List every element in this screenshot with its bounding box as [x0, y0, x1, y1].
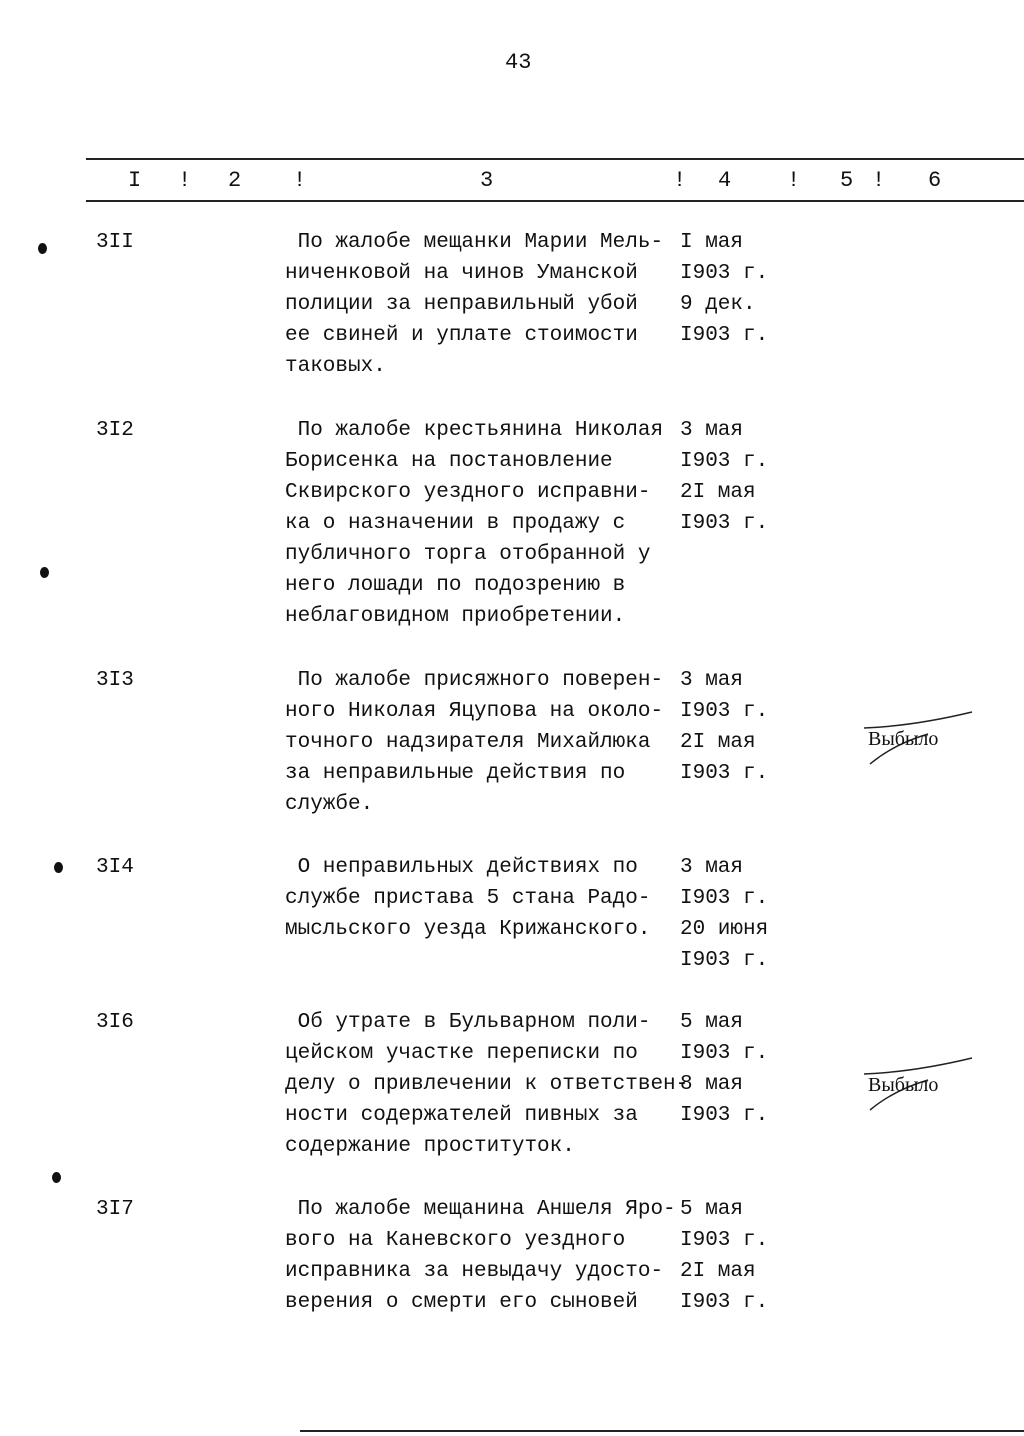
date-line: I903 г. [680, 1291, 769, 1314]
date-line: I мая [680, 231, 744, 254]
date-line: I903 г. [680, 450, 769, 473]
entry-dates [680, 227, 768, 351]
description-line: неблаговидном приобретении. [285, 605, 626, 628]
column-separator: ! [293, 168, 307, 193]
punch-hole-mark [38, 243, 47, 254]
remark-text: Выбыло [868, 1074, 939, 1096]
date-line: 3 мая [680, 669, 744, 692]
date-line: 5 мая [680, 1011, 744, 1034]
description-line: ниченковой на чинов Уманской [285, 262, 638, 285]
description-line: верения о смерти его сыновей [285, 1291, 638, 1314]
entry-number: 3II [96, 231, 134, 254]
entry-description [285, 227, 663, 382]
description-line: Сквирского уездного исправни- [285, 481, 651, 504]
description-line: службе. [285, 793, 374, 816]
description-line: ее свиней и уплате стоимости [285, 324, 638, 347]
date-line: 20 июня [680, 918, 769, 941]
entry-description [285, 665, 663, 820]
entry-dates [680, 1194, 768, 1318]
header-rule-top [86, 158, 1024, 160]
entry-description [285, 852, 650, 945]
date-line: I903 г. [680, 324, 769, 347]
description-line: полиции за неправильный убой [285, 293, 638, 316]
date-line: 8 мая [680, 1073, 744, 1096]
remark-handwritten [868, 728, 938, 751]
date-line: 9 дек. [680, 293, 756, 316]
column-header-label: 5 [840, 168, 854, 193]
entry-number: 3I3 [96, 669, 134, 692]
description-line: него лошади по подозрению в [285, 574, 626, 597]
column-header-label: 6 [928, 168, 942, 193]
description-line: делу о привлечении к ответствен- [285, 1073, 689, 1096]
column-separator: ! [872, 168, 886, 193]
description-line: Борисенка на постановление [285, 450, 613, 473]
date-line: 2I мая [680, 1260, 756, 1283]
description-line: По жалобе мещанки Марии Мель- [285, 231, 664, 254]
entry-description [285, 1194, 676, 1318]
column-header-label: 2 [228, 168, 242, 193]
punch-hole-mark [54, 862, 63, 873]
entry-number: 3I4 [96, 856, 134, 879]
date-line: I903 г. [680, 512, 769, 535]
remark-text: Выбыло [868, 728, 939, 750]
description-line: службе пристава 5 стана Радо- [285, 887, 651, 910]
entry-dates [680, 852, 768, 976]
description-line: По жалобе присяжного поверен- [285, 669, 664, 692]
column-header-label: 3 [480, 168, 494, 193]
column-separator: ! [787, 168, 801, 193]
description-line: точного надзирателя Михайлюка [285, 731, 651, 754]
entry-dates [680, 1007, 768, 1131]
date-line: I903 г. [680, 887, 769, 910]
entry-description [285, 1007, 688, 1162]
description-line: публичного торга отобранной у [285, 543, 651, 566]
description-line: вого на Каневского уездного [285, 1229, 626, 1252]
entry-dates [680, 665, 768, 789]
entry-number: 3I7 [96, 1198, 134, 1221]
description-line: за неправильные действия по [285, 762, 626, 785]
header-rule-bottom [86, 200, 1024, 202]
punch-hole-mark [40, 567, 49, 578]
description-line: По жалобе мещанина Аншеля Яро- [285, 1198, 676, 1221]
date-line: 3 мая [680, 856, 744, 879]
date-line: 2I мая [680, 731, 756, 754]
page-number: 43 [505, 50, 532, 75]
description-line: мысльского уезда Крижанского. [285, 918, 651, 941]
date-line: I903 г. [680, 949, 769, 972]
description-line: ка о назначении в продажу с [285, 512, 626, 535]
description-line: исправника за невыдачу удосто- [285, 1260, 664, 1283]
date-line: I903 г. [680, 1042, 769, 1065]
entry-number: 3I6 [96, 1011, 134, 1034]
description-line: цейском участке переписки по [285, 1042, 638, 1065]
date-line: I903 г. [680, 1229, 769, 1252]
punch-hole-mark [52, 1172, 61, 1183]
description-line: По жалобе крестьянина Николая [285, 419, 664, 442]
date-line: I903 г. [680, 1104, 769, 1127]
description-line: таковых. [285, 355, 386, 378]
description-line: ного Николая Яцупова на около- [285, 700, 664, 723]
description-line: ности содержателей пивных за [285, 1104, 638, 1127]
date-line: I903 г. [680, 762, 769, 785]
column-header-label: I [128, 168, 142, 193]
date-line: 2I мая [680, 481, 756, 504]
entry-description [285, 415, 663, 632]
entry-dates [680, 415, 768, 539]
column-separator: ! [178, 168, 192, 193]
remark-handwritten [868, 1074, 938, 1097]
column-header-label: 4 [718, 168, 732, 193]
description-line: Об утрате в Бульварном поли- [285, 1011, 651, 1034]
date-line: 3 мая [680, 419, 744, 442]
description-line: О неправильных действиях по [285, 856, 638, 879]
column-separator: ! [673, 168, 687, 193]
date-line: I903 г. [680, 700, 769, 723]
description-line: содержание проституток. [285, 1135, 575, 1158]
entry-number: 3I2 [96, 419, 134, 442]
date-line: 5 мая [680, 1198, 744, 1221]
date-line: I903 г. [680, 262, 769, 285]
bottom-rule [300, 1430, 1024, 1432]
